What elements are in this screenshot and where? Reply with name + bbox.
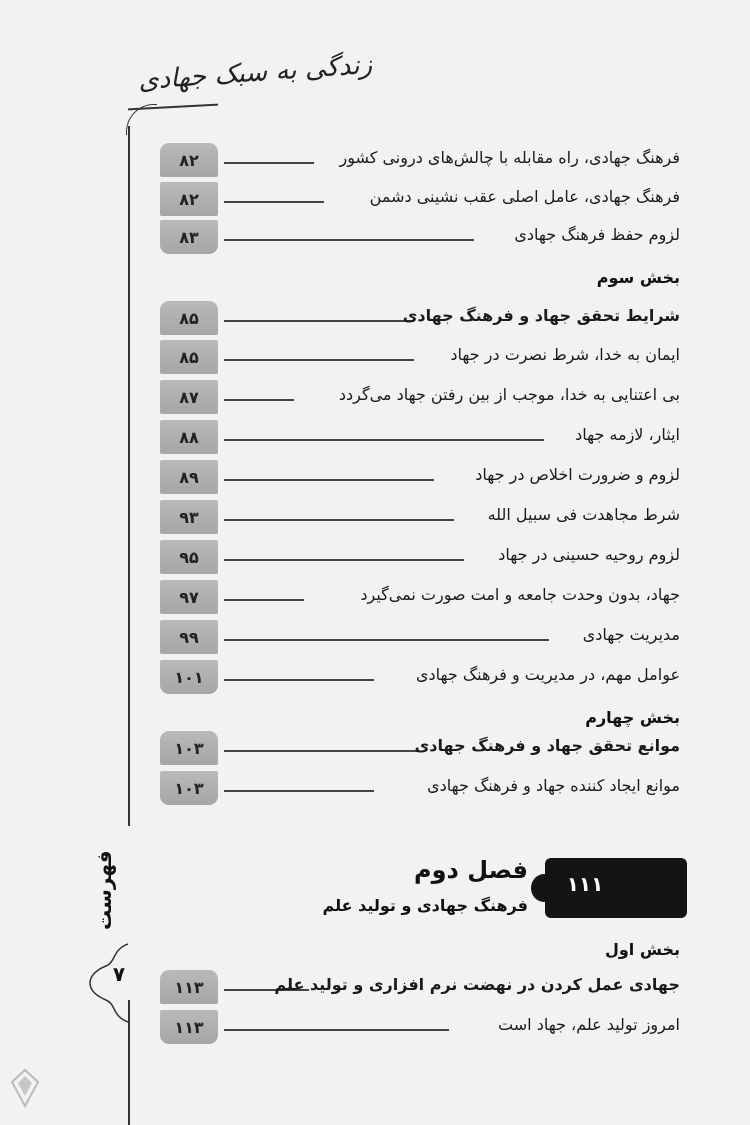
toc-entry[interactable] xyxy=(160,460,680,494)
dotted-leader xyxy=(224,639,549,641)
toc-entry[interactable] xyxy=(160,620,680,654)
dotted-leader xyxy=(224,1029,449,1031)
entry-page-number: ۸۸ xyxy=(160,420,218,454)
dotted-leader xyxy=(224,399,294,401)
entry-page-number: ۱۱۳ xyxy=(160,970,218,1004)
dotted-leader xyxy=(224,162,314,164)
dotted-leader xyxy=(224,750,419,752)
toc-side-label: فهرست xyxy=(92,850,116,930)
dotted-leader xyxy=(224,320,414,322)
dotted-leader xyxy=(224,201,324,203)
entry-page-number: ۹۷ xyxy=(160,580,218,614)
entry-page-number: ۸۲ xyxy=(160,182,218,216)
entry-title: جهادی عمل کردن در نهضت نرم افزاری و تولید علم xyxy=(274,975,680,994)
toc-entry[interactable] xyxy=(160,143,680,177)
entry-page-number: ۸۵ xyxy=(160,340,218,374)
dotted-leader xyxy=(224,679,374,681)
entry-page-number: ۱۰۳ xyxy=(160,771,218,805)
toc-entry[interactable] xyxy=(160,1010,680,1044)
entry-title: لزوم و ضرورت اخلاص در جهاد xyxy=(475,465,680,484)
section-heading: بخش سوم xyxy=(596,268,680,287)
toc-entry[interactable] xyxy=(160,660,680,694)
entry-title: عوامل مهم، در مدیریت و فرهنگ جهادی xyxy=(415,665,680,684)
entry-page-number: ۱۱۳ xyxy=(160,1010,218,1044)
chapter-subtitle: فرهنگ جهادی و تولید علم xyxy=(322,896,528,915)
entry-title: امروز تولید علم، جهاد است xyxy=(498,1015,680,1034)
entry-title: ایثار، لازمه جهاد xyxy=(575,425,680,444)
dotted-leader xyxy=(224,359,414,361)
toc-entry[interactable] xyxy=(160,340,680,374)
dotted-leader xyxy=(224,519,454,521)
toc-entry[interactable] xyxy=(160,580,680,614)
entry-title: لزوم روحیه حسینی در جهاد xyxy=(498,545,680,564)
entry-title: شرط مجاهدت فی سبیل الله xyxy=(487,505,680,524)
entry-title: موانع ایجاد کننده جهاد و فرهنگ جهادی xyxy=(427,776,680,795)
entry-page-number: ۱۰۳ xyxy=(160,731,218,765)
entry-page-number: ۹۵ xyxy=(160,540,218,574)
entry-page-number: ۸۲ xyxy=(160,143,218,177)
publisher-logo-icon xyxy=(8,1066,42,1110)
entry-title: لزوم حفظ فرهنگ جهادی xyxy=(514,225,680,244)
section-heading: بخش چهارم xyxy=(585,708,680,727)
toc-entry[interactable] xyxy=(160,540,680,574)
dotted-leader xyxy=(224,790,374,792)
dotted-leader xyxy=(224,599,304,601)
entry-page-number: ۸۳ xyxy=(160,220,218,254)
entry-page-number: ۸۹ xyxy=(160,460,218,494)
entry-title: شرایط تحقق جهاد و فرهنگ جهادی xyxy=(402,306,680,325)
entry-page-number: ۸۵ xyxy=(160,301,218,335)
page-number: ۷ xyxy=(112,962,126,986)
section-heading: بخش اول xyxy=(604,940,680,959)
toc-entry[interactable] xyxy=(160,420,680,454)
entry-page-number: ۱۰۱ xyxy=(160,660,218,694)
entry-title: بی اعتنایی به خدا، موجب از بین رفتن جهاد می‌گردد xyxy=(338,385,680,404)
entry-title: ایمان به خدا، شرط نصرت در جهاد xyxy=(450,345,680,364)
entry-title: موانع تحقق جهاد و فرهنگ جهادی xyxy=(414,736,680,755)
toc-entry[interactable] xyxy=(160,301,680,335)
dotted-leader xyxy=(224,479,434,481)
entry-page-number: ۹۳ xyxy=(160,500,218,534)
toc-entry[interactable] xyxy=(160,220,680,254)
toc-entry[interactable] xyxy=(160,731,680,765)
entry-title: فرهنگ جهادی، عامل اصلی عقب نشینی دشمن xyxy=(369,187,680,206)
chapter-title: فصل دوم xyxy=(414,856,528,884)
toc-entry[interactable] xyxy=(160,771,680,805)
dotted-leader xyxy=(224,559,464,561)
toc-entry[interactable] xyxy=(160,970,680,1004)
dotted-leader xyxy=(224,439,544,441)
frame-line xyxy=(128,126,130,826)
entry-title: مدیریت جهادی xyxy=(582,625,680,644)
book-title: زندگی به سبک جهادی xyxy=(137,49,374,97)
entry-title: فرهنگ جهادی، راه مقابله با چالش‌های درونی کشور xyxy=(339,148,680,167)
toc-entry[interactable] xyxy=(160,380,680,414)
toc-entry[interactable] xyxy=(160,182,680,216)
entry-title: جهاد، بدون وحدت جامعه و امت صورت نمی‌گیرد xyxy=(360,585,680,604)
entry-page-number: ۸۷ xyxy=(160,380,218,414)
entry-page-number: ۹۹ xyxy=(160,620,218,654)
toc-entry[interactable] xyxy=(160,500,680,534)
dotted-leader xyxy=(224,239,474,241)
chapter-page-number: ۱۱۱ xyxy=(566,872,604,896)
